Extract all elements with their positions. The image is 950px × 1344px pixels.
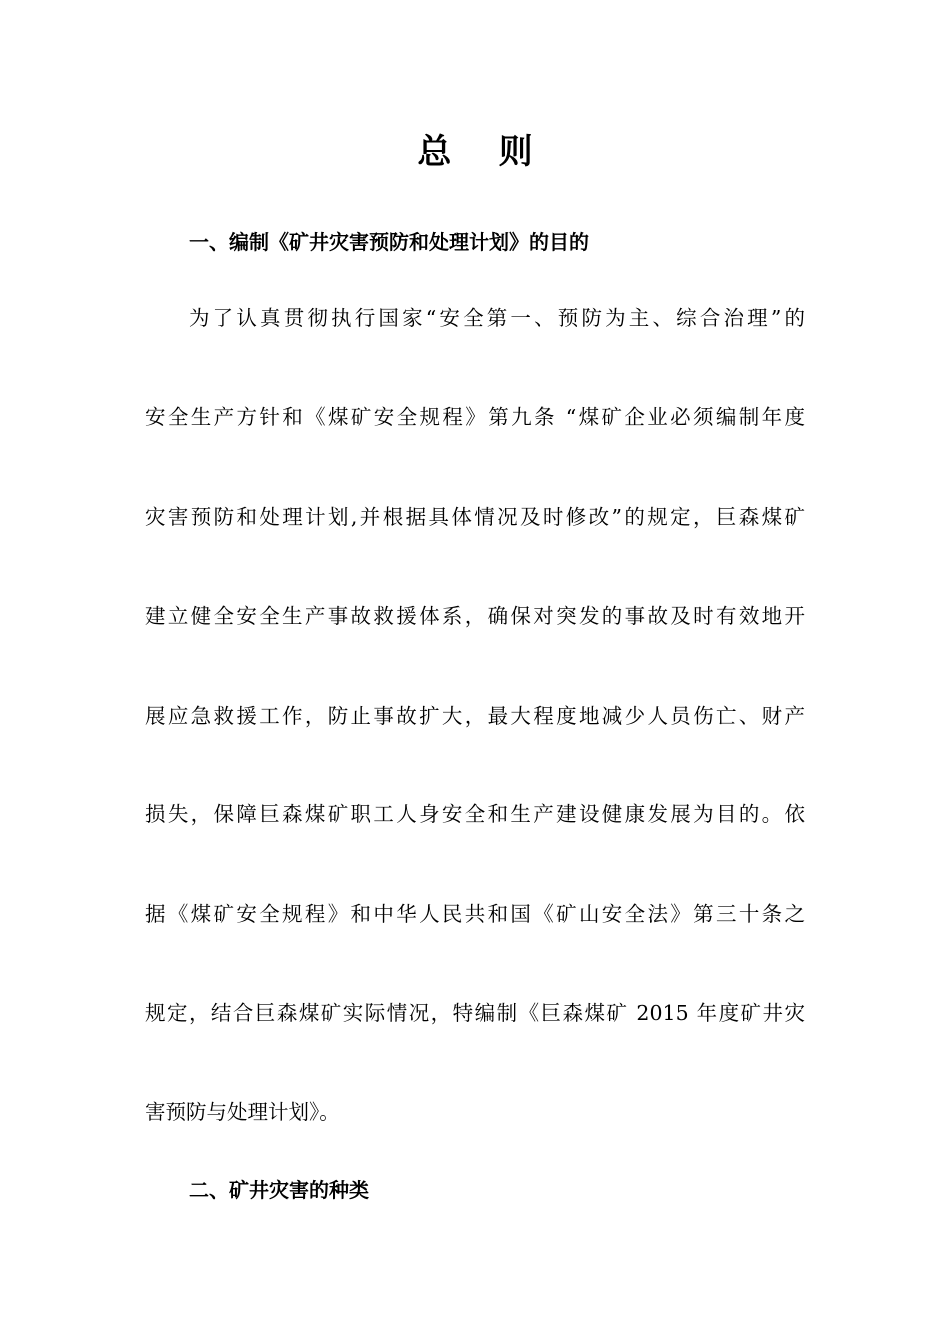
paragraph-line: 损失，保障巨森煤矿职工人身安全和生产建设健康发展为目的。依 bbox=[145, 802, 805, 826]
paragraph-line: 为了认真贯彻执行国家“安全第一、预防为主、综合治理”的 bbox=[189, 306, 805, 330]
paragraph-line: 安全生产方针和《煤矿安全规程》第九条 “煤矿企业必须编制年度 bbox=[145, 405, 805, 429]
paragraph-line: 建立健全安全生产事故救援体系，确保对突发的事故及时有效地开 bbox=[145, 604, 805, 628]
paragraph-line: 展应急救援工作，防止事故扩大，最大程度地减少人员伤亡、财产 bbox=[145, 704, 805, 728]
page-title: 总 则 bbox=[417, 132, 533, 172]
paragraph-line: 害预防与处理计划》。 bbox=[145, 1100, 340, 1124]
paragraph-line: 规定，结合巨森煤矿实际情况，特编制《巨森煤矿 2015 年度矿井灾 bbox=[145, 1001, 805, 1025]
section-heading-purpose: 一、编制《矿井灾害预防和处理计划》的目的 bbox=[189, 230, 589, 254]
section-heading-disaster-types: 二、矿井灾害的种类 bbox=[189, 1178, 369, 1202]
paragraph-line: 灾害预防和处理计划,并根据具体情况及时修改”的规定，巨森煤矿 bbox=[145, 505, 805, 529]
paragraph-line: 据《煤矿安全规程》和中华人民共和国《矿山安全法》第三十条之 bbox=[145, 902, 805, 926]
